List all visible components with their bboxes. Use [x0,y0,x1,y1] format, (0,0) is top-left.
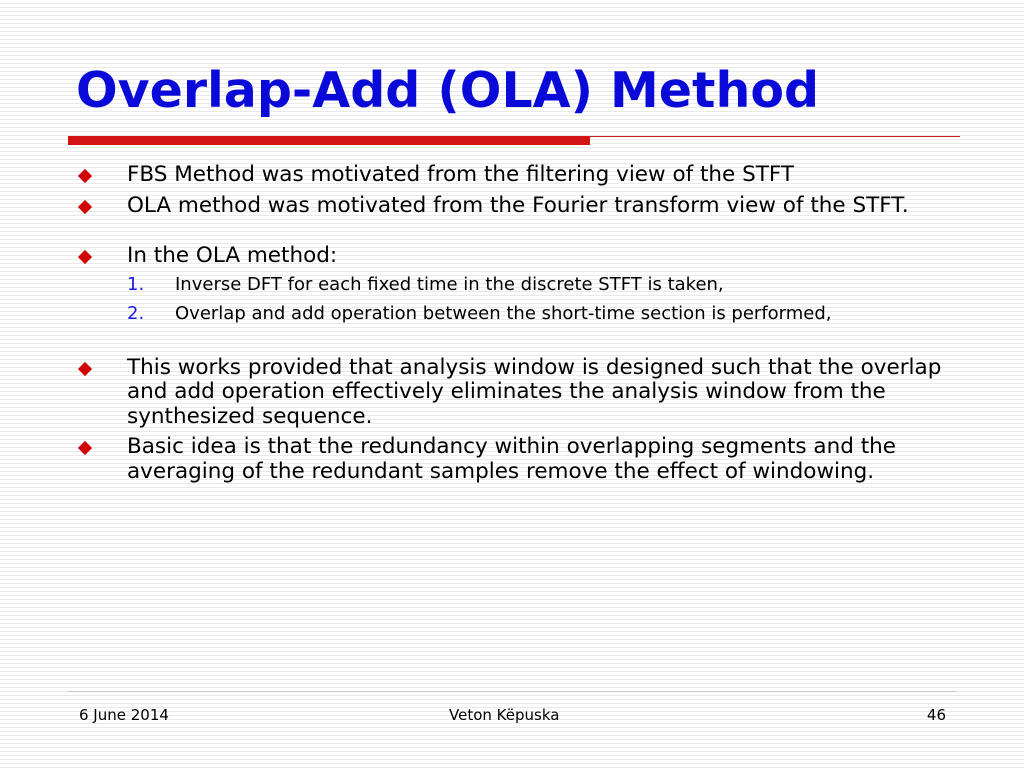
bullet-item [76,244,956,269]
bullet-text: In the OLA method: [127,243,338,268]
item-text: Overlap and add operation between the short-time section is performed, [175,302,832,324]
footer-author: Veton Këpuska [449,706,560,724]
bullet-item [76,435,956,484]
diamond-bullet-icon [78,361,92,375]
slide-title: Overlap-Add (OLA) Method [76,62,820,119]
bullet-text: Basic idea is that the redundancy within overlapping segments and the averaging of the redundant samples remove the effect of windowing. [127,434,896,484]
item-number: 1. [127,273,145,295]
numbered-item [76,275,956,295]
slide-body [76,163,956,490]
slide-number: 46 [926,706,946,724]
diamond-bullet-icon [78,441,92,455]
bullet-text: OLA method was motivated from the Fourier transform view of the STFT. [127,192,909,218]
bullet-item [76,356,956,430]
item-text: Inverse DFT for each fixed time in the discrete STFT is taken, [175,273,724,295]
title-accent-bar [68,136,590,145]
item-number: 2. [127,302,145,324]
bullet-text: This works provided that analysis window is designed such that the overlap and add operation effectively eliminates the analysis window from the synthesized sequence. [127,354,942,429]
footer-divider-line [68,691,956,692]
bullet-item [76,163,956,188]
numbered-sub-list [76,275,956,324]
diamond-bullet-icon [78,199,92,213]
diamond-bullet-icon [78,169,92,183]
numbered-item [76,304,956,324]
diamond-bullet-icon [78,250,92,264]
footer-date: 6 June 2014 [79,706,169,724]
bullet-text: FBS Method was motivated from the filtering view of the STFT [127,162,795,187]
bullet-item [76,194,956,219]
